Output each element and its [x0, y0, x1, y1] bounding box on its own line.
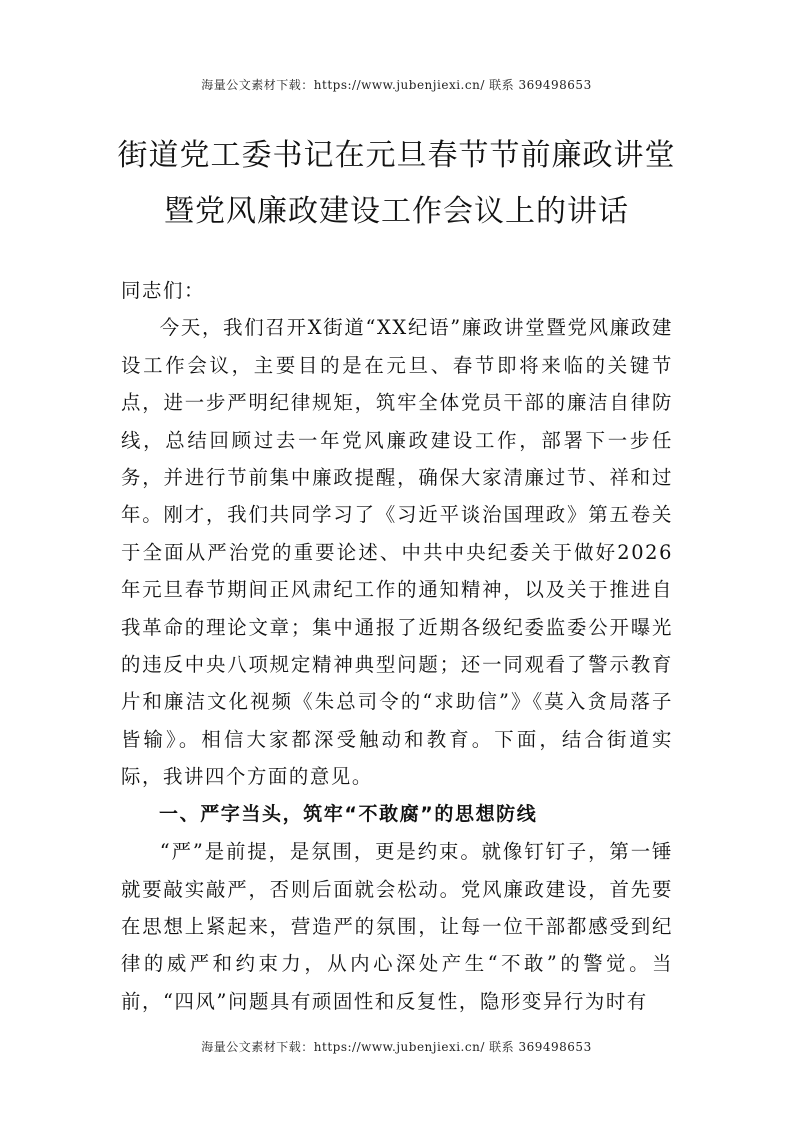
document-body — [121, 272, 673, 1020]
page-footer: 海量公文素材下载：https://www.jubenjiexi.cn/ 联系 369498653 — [201, 1040, 592, 1054]
salutation: 同志们： — [121, 279, 205, 302]
section-heading-1: 一、严字当头，筑牢“不敢腐”的思想防线 — [159, 802, 538, 825]
document-title-line-1: 街道党工委书记在元旦春节节前廉政讲堂 — [117, 138, 676, 173]
paragraph-1: 今天，我们召开X街道“XX纪语”廉政讲堂暨党风廉政建设工作会议，主要目的是在元旦、春节即将来临的关键节点，进一步严明纪律规矩，筑牢全体党员干部的廉洁自律防线，总结回顾过去一年党风廉政建设工作，部署下一步任务，并进行节前集中廉政提醒，确保大家清廉过节、祥和过年。刚才，我们共同学习了《习近平谈治国理政》第五卷关于全面从严治党的重要论述、中共中央纪委关于做好2026年元旦春节期间正风肃纪工作的通知精神，以及关于推进自我革命的理论文章；集中通报了近期各级纪委监委公开曝光的违反中央八项规定精神典型问题；还一同观看了警示教育片和廉洁文化视频《朱总司令的“求助信”》《莫入贪局落子皆输》。相信大家都深受触动和教育。下面，结合街道实际，我讲四个方面的意见。 — [121, 316, 673, 789]
page-header: 海量公文素材下载：https://www.jubenjiexi.cn/ 联系 369498653 — [201, 78, 592, 92]
document-title-line-2: 暨党风廉政建设工作会议上的讲话 — [164, 194, 629, 229]
paragraph-2: “严”是前提，是氛围，更是约束。就像钉钉子，第一锤就要敲实敲严，否则后面就会松动。党风廉政建设，首先要在思想上紧起来，营造严的氛围，让每一位干部都感受到纪律的威严和约束力，从内心深处产生“不敢”的警觉。当前，“四风”问题具有顽固性和反复性，隐形变异行为时有 — [121, 840, 673, 1013]
